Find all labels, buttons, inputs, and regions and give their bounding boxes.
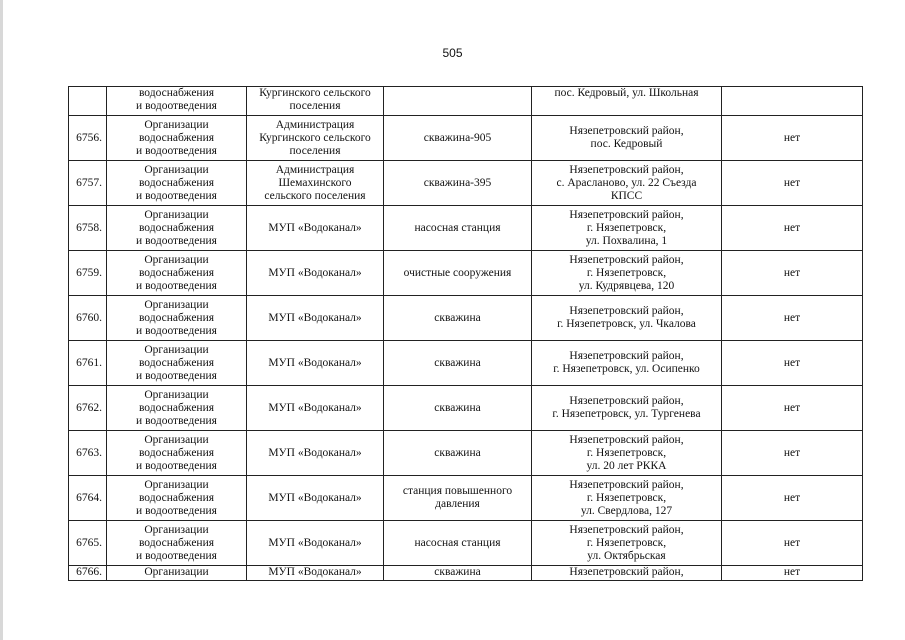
cell-address: Нязепетровский район, с. Арасланово, ул. 22 Съезда КПСС <box>532 161 722 206</box>
cell-organization: Организации водоснабжения и водоотведения <box>107 431 247 476</box>
cell-number: 6766. <box>69 566 107 581</box>
cell-note: нет <box>722 431 863 476</box>
cell-number: 6765. <box>69 521 107 566</box>
cell-address: Нязепетровский район, г. Нязепетровск, ул. Свердлова, 127 <box>532 476 722 521</box>
cell-note: нет <box>722 566 863 581</box>
cell-number: 6757. <box>69 161 107 206</box>
cell-owner: МУП «Водоканал» <box>247 251 384 296</box>
cell-address: Нязепетровский район, г. Нязепетровск, ул. Тургенева <box>532 386 722 431</box>
cell-organization: Организации водоснабжения и водоотведения <box>107 116 247 161</box>
cell-owner: МУП «Водоканал» <box>247 341 384 386</box>
table-row <box>69 296 863 341</box>
cell-number: 6764. <box>69 476 107 521</box>
table-row <box>69 251 863 296</box>
cell-object: скважина <box>384 296 532 341</box>
cell-address: Нязепетровский район, <box>532 566 722 581</box>
cell-organization: Организации водоснабжения и водоотведения <box>107 206 247 251</box>
cell-object <box>384 87 532 116</box>
cell-address: пос. Кедровый, ул. Школьная <box>532 87 722 116</box>
cell-note: нет <box>722 161 863 206</box>
cell-note: нет <box>722 206 863 251</box>
cell-note: нет <box>722 386 863 431</box>
cell-address: Нязепетровский район, г. Нязепетровск, ул. Октябрьская <box>532 521 722 566</box>
cell-organization: водоснабжения и водоотведения <box>107 87 247 116</box>
cell-object: скважина-905 <box>384 116 532 161</box>
cell-number: 6758. <box>69 206 107 251</box>
table-row <box>69 341 863 386</box>
cell-address: Нязепетровский район, г. Нязепетровск, ул. Чкалова <box>532 296 722 341</box>
cell-note: нет <box>722 116 863 161</box>
cell-object: скважина <box>384 566 532 581</box>
cell-object: очистные сооружения <box>384 251 532 296</box>
cell-object: скважина <box>384 341 532 386</box>
table-row <box>69 521 863 566</box>
cell-owner: МУП «Водоканал» <box>247 521 384 566</box>
cell-address: Нязепетровский район, г. Нязепетровск, ул. Осипенко <box>532 341 722 386</box>
cell-organization: Организации водоснабжения и водоотведения <box>107 386 247 431</box>
cell-address: Нязепетровский район, г. Нязепетровск, ул. Кудрявцева, 120 <box>532 251 722 296</box>
cell-address: Нязепетровский район, г. Нязепетровск, ул. Похвалина, 1 <box>532 206 722 251</box>
cell-number: 6760. <box>69 296 107 341</box>
cell-owner: Администрация Кургинского сельского поселения <box>247 116 384 161</box>
cell-organization: Организации водоснабжения и водоотведения <box>107 521 247 566</box>
cell-owner: Администрация Шемахинского сельского поселения <box>247 161 384 206</box>
cell-address: Нязепетровский район, г. Нязепетровск, ул. 20 лет РККА <box>532 431 722 476</box>
cell-number: 6763. <box>69 431 107 476</box>
table-row <box>69 476 863 521</box>
cell-organization: Организации <box>107 566 247 581</box>
cell-owner: МУП «Водоканал» <box>247 206 384 251</box>
cell-organization: Организации водоснабжения и водоотведения <box>107 341 247 386</box>
table-row <box>69 206 863 251</box>
cell-note: нет <box>722 476 863 521</box>
cell-object: станция повышенного давления <box>384 476 532 521</box>
cell-note: нет <box>722 251 863 296</box>
cell-organization: Организации водоснабжения и водоотведения <box>107 296 247 341</box>
cell-note: нет <box>722 521 863 566</box>
cell-object: скважина <box>384 386 532 431</box>
cell-organization: Организации водоснабжения и водоотведения <box>107 161 247 206</box>
cell-owner: МУП «Водоканал» <box>247 431 384 476</box>
table-row-continued <box>69 87 863 116</box>
page-number: 505 <box>442 46 463 60</box>
cell-owner: МУП «Водоканал» <box>247 296 384 341</box>
cell-number: 6759. <box>69 251 107 296</box>
cell-number <box>69 87 107 116</box>
cell-object: насосная станция <box>384 206 532 251</box>
cell-organization: Организации водоснабжения и водоотведения <box>107 251 247 296</box>
cell-owner: МУП «Водоканал» <box>247 386 384 431</box>
cell-note: нет <box>722 341 863 386</box>
table-row <box>69 566 863 581</box>
cell-organization: Организации водоснабжения и водоотведения <box>107 476 247 521</box>
cell-number: 6761. <box>69 341 107 386</box>
registry-table <box>68 86 863 581</box>
cell-owner: МУП «Водоканал» <box>247 566 384 581</box>
cell-address: Нязепетровский район, пос. Кедровый <box>532 116 722 161</box>
cell-number: 6756. <box>69 116 107 161</box>
cell-object: скважина <box>384 431 532 476</box>
cell-note: нет <box>722 296 863 341</box>
cell-object: насосная станция <box>384 521 532 566</box>
cell-owner: МУП «Водоканал» <box>247 476 384 521</box>
cell-note <box>722 87 863 116</box>
table-row <box>69 431 863 476</box>
table-row <box>69 386 863 431</box>
table-row <box>69 116 863 161</box>
cell-object: скважина-395 <box>384 161 532 206</box>
table-row <box>69 161 863 206</box>
registry-table-body <box>69 87 863 581</box>
cell-owner: Кургинского сельского поселения <box>247 87 384 116</box>
scan-left-edge <box>0 0 3 640</box>
cell-number: 6762. <box>69 386 107 431</box>
